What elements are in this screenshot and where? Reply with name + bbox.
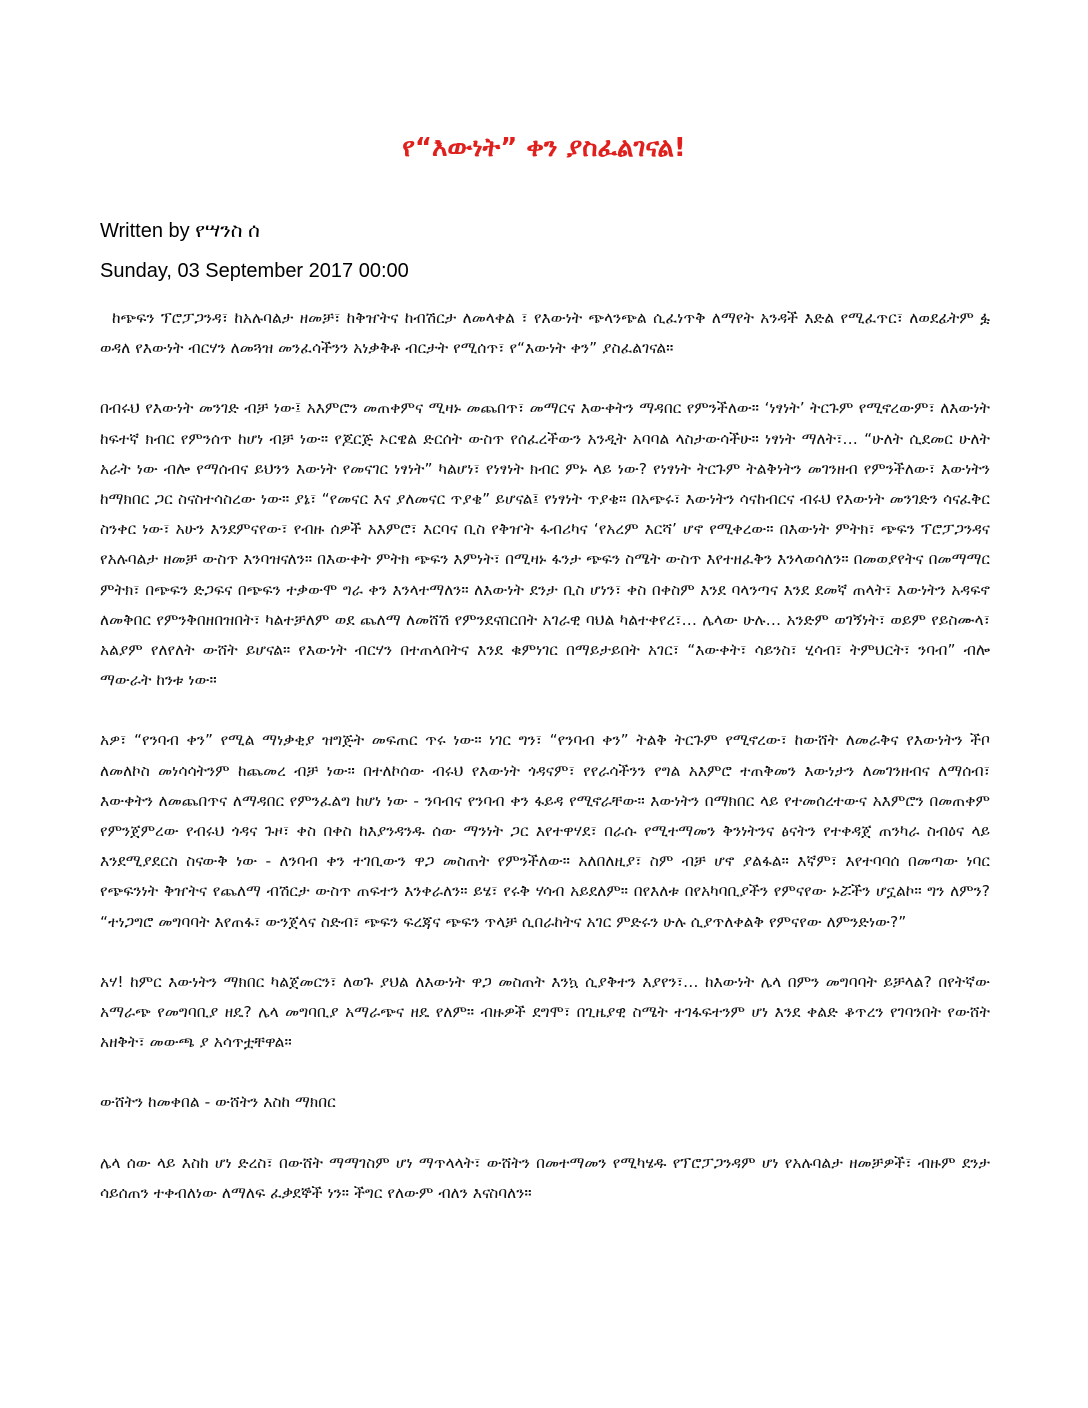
article-title: የ“እውነት” ቀን ያስፈልገናል!	[402, 133, 686, 163]
paragraph: በብሩህ የእውነት መንገድ ብቻ ነው፤ አእምሮን መጠቀምና ሚዛኑ መጨበጥ፣ መማርና እውቀትን ማዳበር የምንችለው። ‘ነፃነት’ ትርጉም የሚኖረውም፣ ለእውነት ከፍተኛ ክብር የምንሰጥ ከሆነ ብቻ ነው። የጆርጅ ኦርዌል ድርሰት ውስጥ የሰፈረችውን አንዲት አባባል ላስታውሳችሁ። ነፃነት ማለት፣… “ሁለት ሲደመር ሁለት አራት ነው ብሎ የማሰብና ይህንን እውነት የመናገር ነፃነት” ካልሆነ፣ የነፃነት ክብር ምኑ ላይ ነው? የነፃነት ትርጉም ትልቅነትን መገንዘብ የምንችለው፣ እውነትን ከማክበር ጋር ስናስተሳስረው ነው። ያኔ፣ “የመናር እና ያለመናር ጥያቄ” ይሆናል፤ የነፃነት ጥያቄ። በአጭሩ፣ እውነትን ሳናከብርና ብሩህ የእውነት መንገድን ሳናፈቅር ስንቀር ነው፣ አሁን እንደምናየው፣ የብዙ ሰዎች አእምሮ፣ እርባና ቢስ የቅዠት ፋብሪካና ‘የአረም እርሻ’ ሆኖ የሚቀረው። በእውነት ምትክ፣ ጭፍን ፕሮፓጋንዳና የአሉባልታ ዘመቻ ውስጥ እንባዝናለን። በእውቀት ምትክ ጭፍን እምነት፣ በሚዛኑ ፋንታ ጭፍን ስሜት ውስጥ እየተዘፈቅን እንላወሳለን። በመወያየትና በመማማር ምትክ፣ በጭፍን ድጋፍና በጭፍን ተቃውሞ ግራ ቀን እንላተማለን። ለእውነት ደንታ ቢስ ሆነን፣ ቀስ በቀስም እንደ ባላንጣና እንደ ደመኛ ጠላት፣ እውነትን አዳፍኖ ለመቅበር የምንቅበዘበዝበት፣ ካልተቻለም ወደ ጨለማ ለመሸሽ የምንደናበርበት አገራዊ ባህል ካልተቀየረ፣… ሌላው ሁሉ… አንድም ወገኝነት፣ ወይም የይስሙላ፣ አልያም የለየለት ውሸት ይሆናል። የእውነት ብርሃን በተጠላበትና እንደ ቁምነገር በማይታይበት አገር፣ “እውቀት፣ ሳይንስ፣ ሂሳብ፣ ትምህርት፣ ንባብ” ብሎ ማውራት ከንቱ ነው።	[100, 399, 990, 690]
paragraph: አዎ፣ “የንባብ ቀን” የሚል ማነቃቂያ ዝግጅት መፍጠር ጥሩ ነው። ነገር ግን፣ “የንባብ ቀን” ትልቅ ትርጉም የሚኖረው፣ ከውሸት ለመራቅና የእውነትን ችቦ ለመለኮስ መነሳሳትንም ከጨመረ ብቻ ነው። በተለኮሰው ብሩህ የእውነት ጎዳናም፣ የየራሳችንን የግል አእምሮ ተጠቅመን እውነታን ለመገንዘብና ለማሰብ፣ እውቀትን ለመጨበጥና ለማዳበር የምንፈልግ ከሆነ ነው - ንባብና የንባብ ቀን ፋይዳ የሚኖራቸው። እውነትን በማክበር ላይ የተመሰረተውና አእምሮን በመጠቀም የምንጀምረው የብሩህ ጎዳና ጉዞ፣ ቀስ በቀስ ከእያንዳንዱ ሰው ማንነት ጋር እየተዋሃደ፣ በራሱ የሚተማመን ቅንነትንና ፅናትን የተቀዳጀ ጠንካራ ስብዕና ላይ እንደሚያደርስ ስናውቅ ነው - ለንባብ ቀን ተገቢውን ዋጋ መስጠት የምንችለው። አለበለዚያ፣ ስም ብቻ ሆኖ ያልፋል። እኛም፣ እየተባባሰ በመጣው ነባር የጭፍንነት ቅዠትና የጨለማ ብሽርታ ውስጥ ጠፍተን እንቀራለን። ይሄ፣ የሩቅ ሃሳብ አይደለም። በየእለቱ በየአካባቢያችን የምናየው ኑሯችን ሆኗልኮ። ግን ለምን? “ተነጋግሮ መግባባት እየጠፋ፣ ውንጀላና ስድብ፣ ጭፍን ፍረጃና ጭፍን ጥላቻ ሲበራከትና አገር ምድሩን ሁሉ ሲያጥለቀልቅ የምናየው ለምንድነው?”	[100, 731, 990, 931]
paragraph: ሌላ ሰው ላይ እስከ ሆነ ድረስ፣ በውሸት ማማገስም ሆነ ማጥላላት፣ ውሸትን በመተማመን የሚካሄዱ የፕሮፓጋንዳም ሆነ የአሉባልታ ዘመቻዎች፣ ብዙም ደንታ ሳይሰጠን ተቀብለነው ለማለፍ ፈቃደኞች ነን። ችግር የለውም ብለን እናስባለን።	[100, 1153, 990, 1202]
article-date: Sunday, 03 September 2017 00:00	[100, 260, 409, 282]
paragraph: አሃ! ከምር እውነትን ማክበር ካልጀመርን፣ ለወጉ ያህል ለእውነት ዋጋ መስጠት እንኳ ሲያቅተን እያየን፣… ከእውነት ሌላ በምን መግባባት ይቻላል? በየትኛው አማራጭ የመግባቢያ ዘዴ? ሌላ መግባቢያ አማራጭና ዘዴ የለም። ብዙዎች ደግሞ፣ በጊዜያዊ ስሜት ተገፋፍተንም ሆነ እንደ ቀልድ ቆጥረን የገባንበት የውሸት አዘቅት፣ መውጫ ያ አሳጥቷቸዋል።	[100, 972, 990, 1052]
article-byline: Written by የሣንስ ሰ	[100, 220, 260, 242]
article-body	[100, 303, 990, 1238]
paragraph: ከጭፍን ፕሮፓጋንዳ፣ ከአሉባልታ ዘመቻ፣ ከቅዠትና ከብሽርታ ለመላቀል ፣ የእውነት ጭላንጭል ሲፈነጥቅ ለማየት አንዳች እድል የሚፈጥር፣ ለወደፊትም ፏ ወዳለ የእውነት ብርሃን ለመጓዝ መንፈሳችንን አነቃቅቶ ብርታት የሚሰጥ፣ የ“እውነት ቀን” ያስፈልገናል።	[100, 309, 990, 358]
section-heading: ውሸትን ከመቀበል - ውሸትን እስከ ማክበር	[100, 1093, 336, 1112]
